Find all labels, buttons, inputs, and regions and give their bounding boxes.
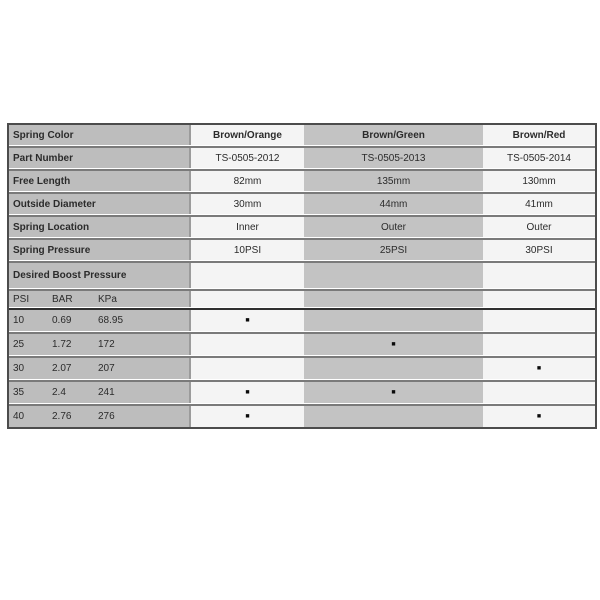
spec-value: 25PSI: [304, 240, 483, 260]
boost-marker-cell: [304, 310, 483, 331]
psi-value: 40: [13, 411, 25, 422]
boost-row-25psi: [9, 332, 595, 355]
kpa-value: 241: [98, 387, 115, 398]
empty-cell: [304, 263, 483, 288]
boost-row-35psi: [9, 380, 595, 403]
table-row-spring-color: [9, 125, 595, 145]
spec-value: TS-0505-2012: [191, 148, 304, 168]
empty-cell: [483, 291, 595, 307]
column-header-brown-green: Brown/Green: [304, 125, 483, 145]
spec-value: TS-0505-2013: [304, 148, 483, 168]
spec-value: 135mm: [304, 171, 483, 191]
row-label: Free Length: [9, 171, 191, 191]
row-label: Spring Location: [9, 217, 191, 237]
row-label: Spring Pressure: [9, 240, 191, 260]
psi-value: 10: [13, 315, 25, 326]
kpa-value: 172: [98, 339, 115, 350]
kpa-value: 276: [98, 411, 115, 422]
psi-value: 25: [13, 339, 25, 350]
empty-cell: [483, 263, 595, 288]
boost-marker-cell: [483, 310, 595, 331]
boost-values: [9, 358, 191, 379]
boost-values: [9, 310, 191, 331]
boost-marker-cell: [191, 358, 304, 379]
empty-cell: [304, 291, 483, 307]
row-label: Spring Color: [9, 125, 191, 145]
spec-value: 30PSI: [483, 240, 595, 260]
boost-marker-cell: ■: [191, 310, 304, 331]
kpa-value: 68.95: [98, 315, 124, 326]
boost-values: [9, 334, 191, 355]
spring-spec-table: [7, 123, 597, 429]
boost-marker-cell: ■: [483, 406, 595, 427]
boost-marker-cell: ■: [191, 382, 304, 403]
boost-marker-cell: ■: [191, 406, 304, 427]
spec-value: TS-0505-2014: [483, 148, 595, 168]
boost-row-30psi: [9, 356, 595, 379]
table-row-desired-boost-pressure: [9, 261, 595, 288]
unit-header-psi: PSI: [13, 293, 30, 305]
spec-value: 30mm: [191, 194, 304, 214]
row-label: Part Number: [9, 148, 191, 168]
column-header-brown-orange: Brown/Orange: [191, 125, 304, 145]
bar-value: 2.76: [52, 411, 72, 422]
kpa-value: 207: [98, 363, 115, 374]
empty-cell: [191, 291, 304, 307]
table-row-spring-pressure: [9, 238, 595, 260]
spec-value: 44mm: [304, 194, 483, 214]
spec-value: 82mm: [191, 171, 304, 191]
section-label: Desired Boost Pressure: [9, 263, 191, 288]
bar-value: 0.69: [52, 315, 72, 326]
boost-row-40psi: [9, 404, 595, 427]
boost-marker-cell: [483, 382, 595, 403]
boost-values: [9, 382, 191, 403]
spec-value: 41mm: [483, 194, 595, 214]
spec-value: 10PSI: [191, 240, 304, 260]
psi-value: 35: [13, 387, 25, 398]
boost-values: [9, 406, 191, 427]
bar-value: 2.07: [52, 363, 72, 374]
bar-value: 2.4: [52, 387, 66, 398]
boost-row-10psi: [9, 308, 595, 331]
spec-value: 130mm: [483, 171, 595, 191]
boost-marker-cell: ■: [304, 334, 483, 355]
spec-value: Inner: [191, 217, 304, 237]
table-row-free-length: [9, 169, 595, 191]
boost-marker-cell: [304, 406, 483, 427]
boost-marker-cell: [191, 334, 304, 355]
psi-value: 30: [13, 363, 25, 374]
table-row-outside-diameter: [9, 192, 595, 214]
bar-value: 1.72: [52, 339, 72, 350]
spec-value: Outer: [483, 217, 595, 237]
unit-header-bar: BAR: [52, 293, 73, 305]
spec-value: Outer: [304, 217, 483, 237]
boost-marker-cell: ■: [483, 358, 595, 379]
table-row-unit-headers: [9, 289, 595, 307]
boost-marker-cell: ■: [304, 382, 483, 403]
boost-marker-cell: [304, 358, 483, 379]
boost-marker-cell: [483, 334, 595, 355]
empty-cell: [191, 263, 304, 288]
unit-header-group: [9, 291, 191, 307]
table-row-spring-location: [9, 215, 595, 237]
unit-header-kpa: KPa: [98, 293, 117, 305]
row-label: Outside Diameter: [9, 194, 191, 214]
column-header-brown-red: Brown/Red: [483, 125, 595, 145]
table-row-part-number: [9, 146, 595, 168]
